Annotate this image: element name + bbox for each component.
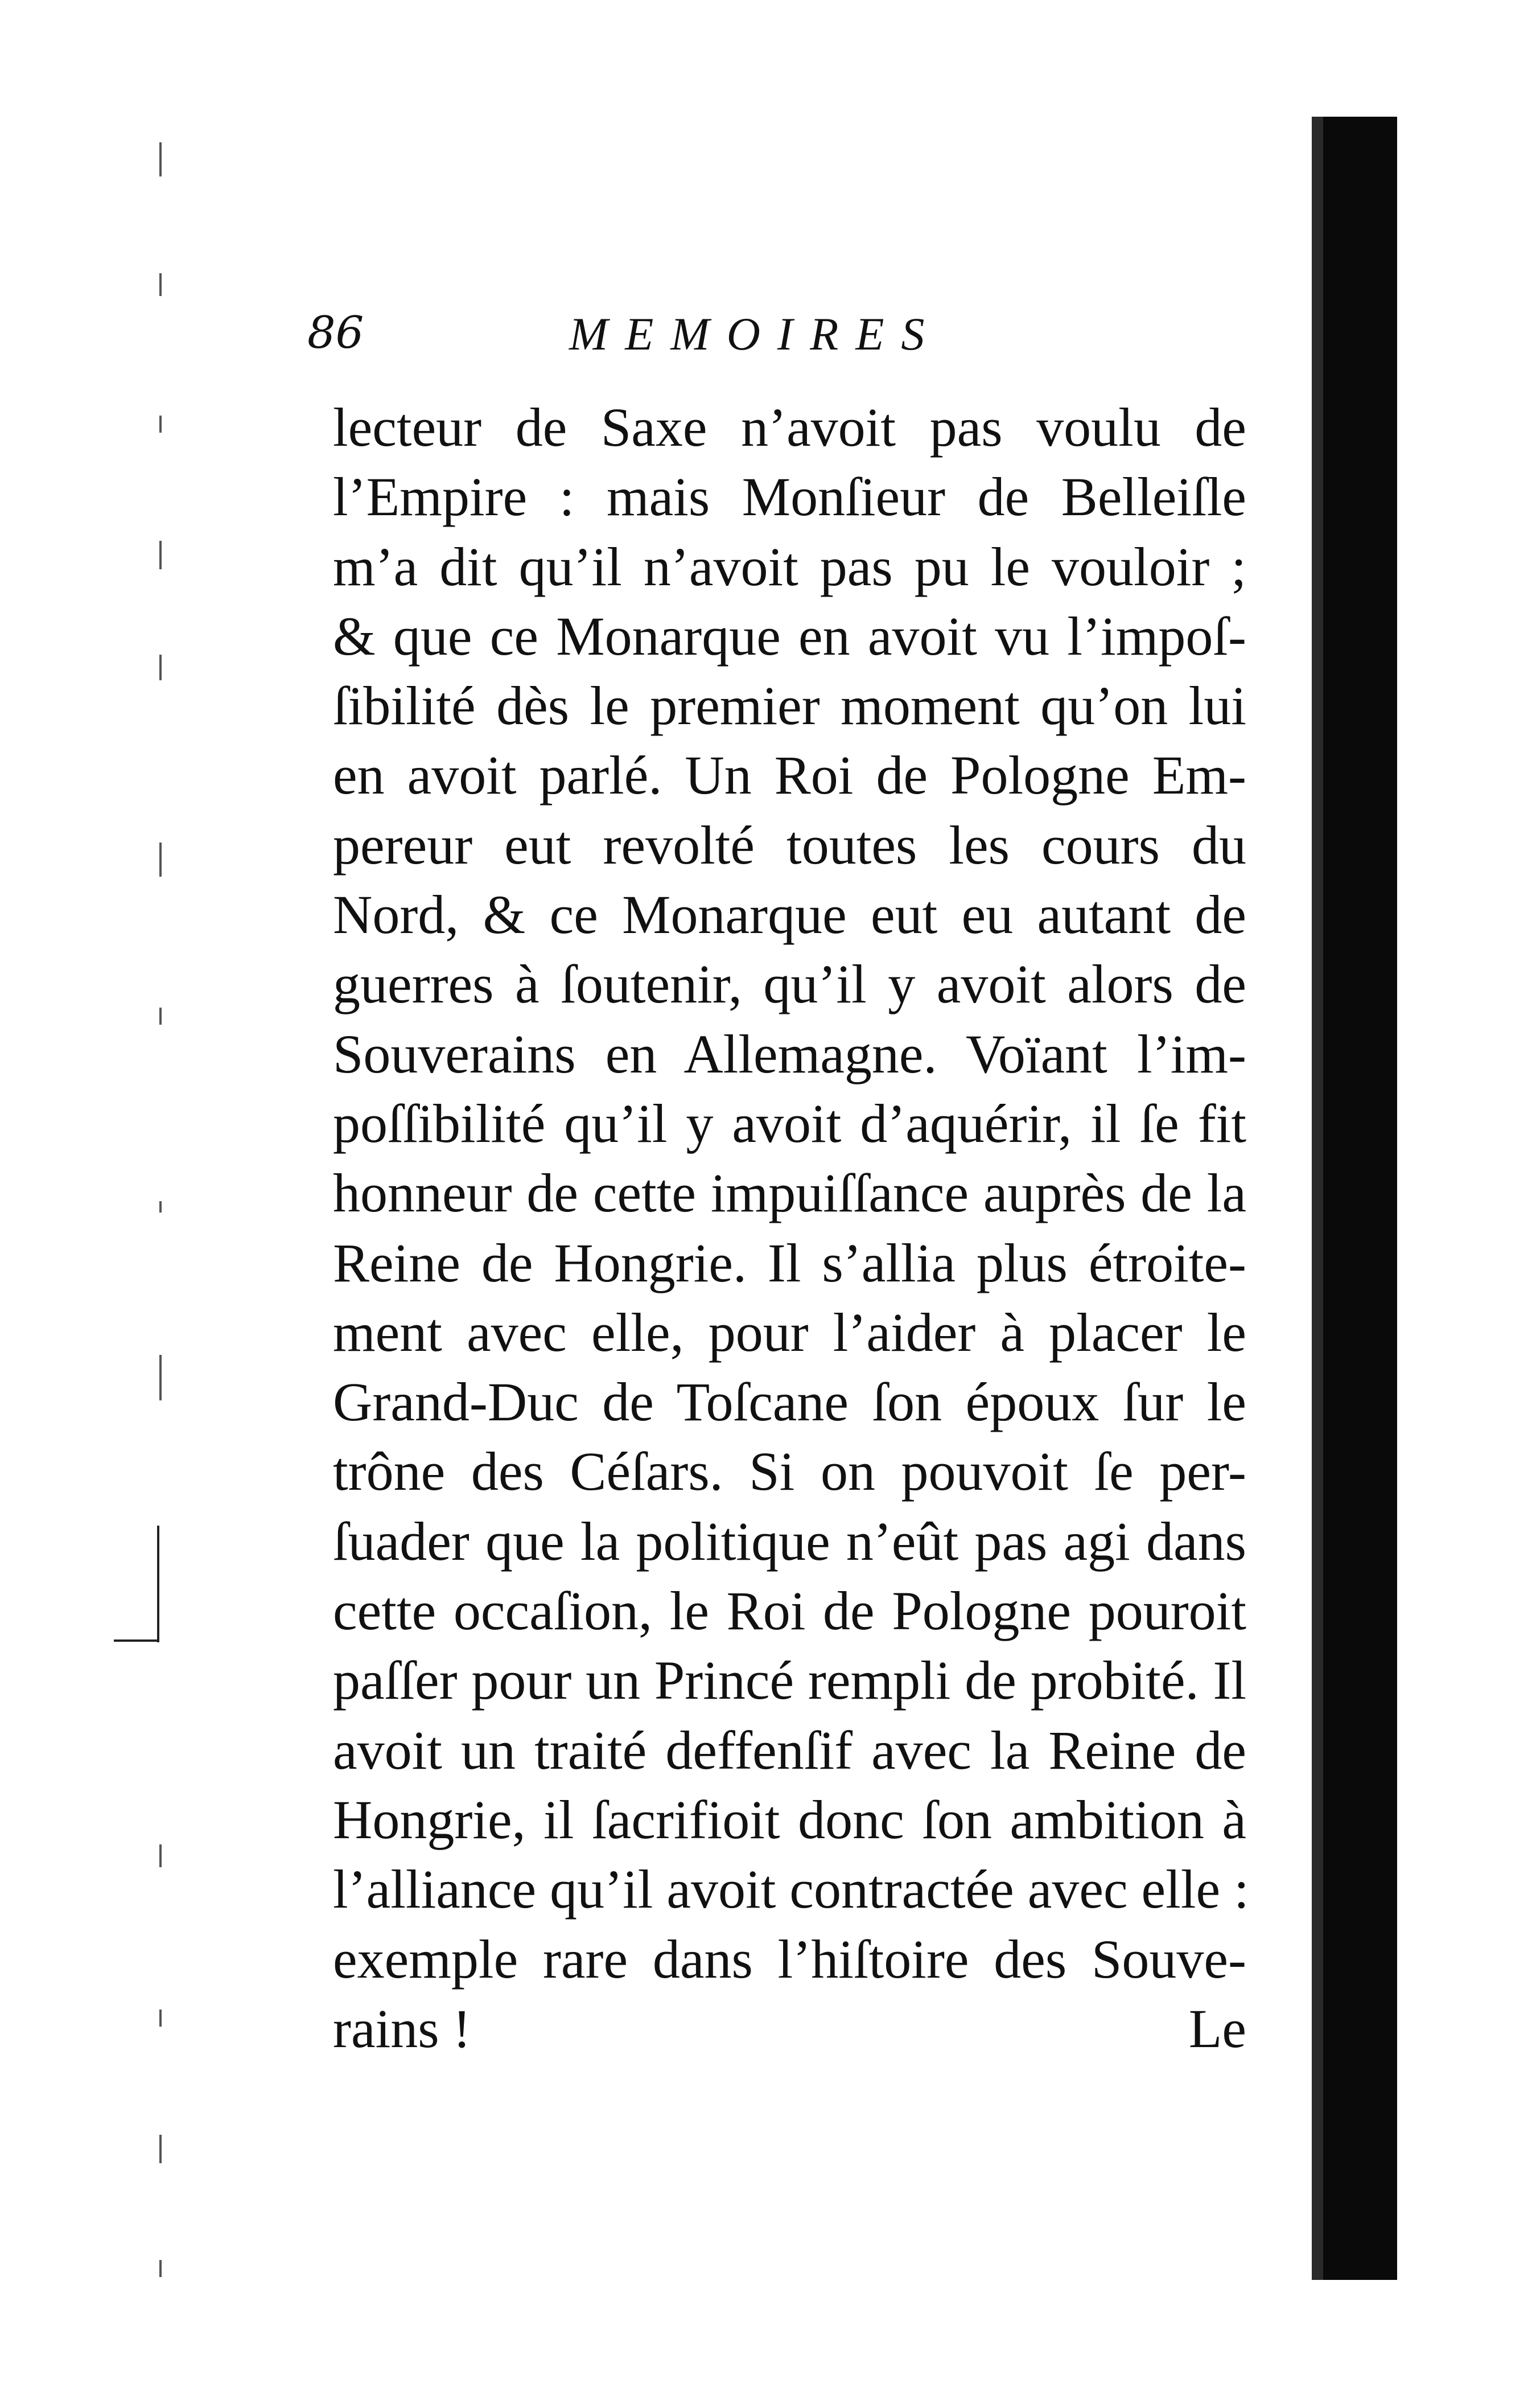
- text-line: poſſibilité qu’il y avoit d’aquérir, il ſe fit: [333, 1092, 1246, 1154]
- text-line: l’alliance qu’il avoit contractée avec elle :: [333, 1859, 1249, 1920]
- text-line: cette occaſion, le Roi de Pologne pouroit: [333, 1580, 1246, 1642]
- crop-mark-vertical: [157, 1526, 159, 1642]
- binding-shadow: [1312, 117, 1324, 2280]
- text-line: lecteur de Saxe n’avoit pas voulu de: [333, 397, 1246, 458]
- text-line: ſibilité dès le premier moment qu’on lui: [333, 675, 1246, 737]
- text-line: en avoit parlé. Un Roi de Pologne Em-: [333, 745, 1246, 806]
- text-line: ſuader que la politique n’eût pas agi dans: [333, 1510, 1246, 1572]
- text-line: pereur eut revolté toutes les cours du: [333, 814, 1246, 876]
- page-number: 86: [307, 307, 364, 359]
- text-line: l’Empire : mais Monſieur de Belleiſle: [333, 466, 1246, 528]
- text-line: Hongrie, il ſacrifioit donc ſon ambition à: [333, 1789, 1246, 1850]
- text-line: exemple rare dans l’hiſtoire des Souve-: [333, 1928, 1246, 1990]
- text-line: Grand-Duc de Toſcane ſon époux ſur le: [333, 1371, 1246, 1433]
- running-title: MEMOIRES: [569, 308, 942, 360]
- text-line: & que ce Monarque en avoit vu l’impoſ-: [333, 605, 1246, 667]
- text-line: paſſer pour un Princé rempli de probité. Il: [333, 1650, 1246, 1711]
- text-line: m’a dit qu’il n’avoit pas pu le vouloir ;: [333, 536, 1246, 597]
- final-line: [333, 1994, 1246, 2064]
- text-line: avoit un traité deffenſif avec la Reine de: [333, 1719, 1246, 1781]
- catchword: Le: [1188, 1998, 1246, 2059]
- text-line: honneur de cette impuiſſance auprès de la: [333, 1162, 1246, 1224]
- text-line: Reine de Hongrie. Il s’allia plus étroite-: [333, 1232, 1246, 1293]
- text-line: Souverains en Allemagne. Voïant l’im-: [333, 1023, 1246, 1084]
- scan-margin-specks: [137, 142, 148, 2306]
- body-text: [333, 393, 1249, 2064]
- text-line: Nord, & ce Monarque eut eu autant de: [333, 884, 1246, 946]
- text-line: guerres à ſoutenir, qu’il y avoit alors de: [333, 954, 1246, 1015]
- final-line-text: rains !: [333, 1998, 471, 2059]
- running-head: [307, 307, 1047, 376]
- binding-bar: [1323, 117, 1397, 2280]
- crop-mark-horizontal: [114, 1639, 159, 1642]
- text-line: trône des Céſars. Si on pouvoit ſe per-: [333, 1441, 1246, 1502]
- text-line: ment avec elle, pour l’aider à placer le: [333, 1301, 1246, 1363]
